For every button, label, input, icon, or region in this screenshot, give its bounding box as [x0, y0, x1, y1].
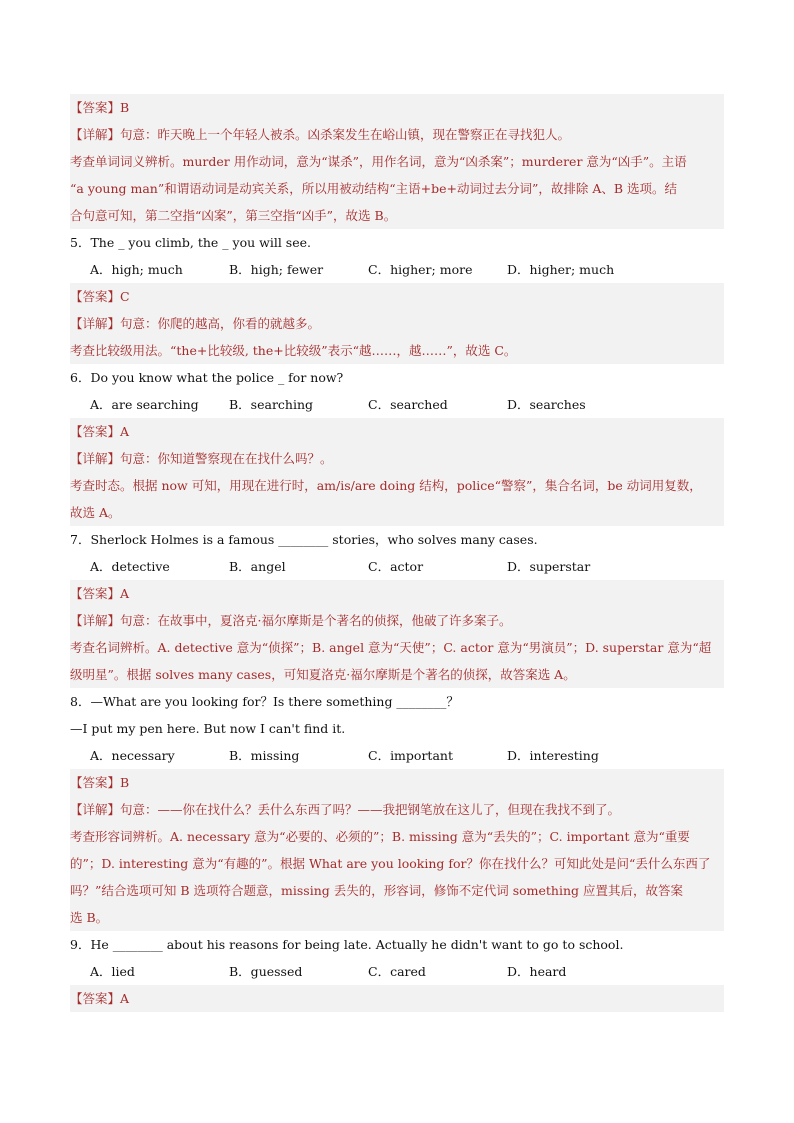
option-b: B．searching [229, 397, 314, 412]
question-8: 8．—What are you looking for？Is there something ________？ [70, 694, 459, 709]
options-5 [70, 256, 724, 283]
explanation-line: 考查比较级用法。“the+比较级, the+比较级”表示“越……，越……”，故选 C。 [70, 343, 517, 358]
explanation-line: 故选 A。 [70, 505, 121, 520]
explanation-line: 级明星”。根据 solves many cases，可知夏洛克·福尔摩斯是个著名的侦探，故答案选 A。 [70, 667, 576, 682]
option-b: B．missing [229, 748, 300, 763]
answer-line: 【答案】B [70, 100, 130, 115]
option-d: D．searches [507, 397, 586, 412]
answer-block [70, 985, 724, 1012]
answer-line: 【答案】A [70, 424, 130, 439]
explanation-line: 合句意可知，第二空指“凶案”，第三空指“凶手”，故选 B。 [70, 208, 397, 223]
explanation-line: 的”；D. interesting 意为“有趣的”。根据 What are you looking for？你在找什么？可知此处是问“丢什么东西了 [70, 856, 711, 871]
explanation-line: 吗？”结合选项可知 B 选项符合题意，missing 丢失的，形容词，修饰不定代词 something 应置其后，故答案 [70, 883, 683, 898]
question-8-reply: —I put my pen here. But now I can't find it. [70, 721, 346, 736]
explanation-line: 【详解】句意：在故事中，夏洛克·福尔摩斯是个著名的侦探，他破了许多案子。 [70, 613, 512, 628]
option-b: B．angel [229, 559, 286, 574]
explanation-line: 选 B。 [70, 910, 109, 925]
option-a: A．necessary [90, 748, 175, 763]
options-9 [70, 958, 724, 985]
option-b: B．guessed [229, 964, 303, 979]
explanation-line: 【详解】句意：昨天晚上一个年轻人被杀。凶杀案发生在峪山镇，现在警察正在寻找犯人。 [70, 127, 571, 142]
explanation-line: 考查名词辨析。A. detective 意为“侦探”；B. angel 意为“天使”；C. actor 意为“男演员”；D. superstar 意为“超 [70, 640, 712, 655]
options-8 [70, 742, 724, 769]
question-9: 9．He ________ about his reasons for being late. Actually he didn't want to go to school. [70, 937, 624, 952]
option-a: A．detective [90, 559, 170, 574]
explanation-line: 考查形容词辨析。A. necessary 意为“必要的、必须的”；B. missing 意为“丢失的”；C. important 意为“重要 [70, 829, 690, 844]
answer-block [70, 418, 724, 526]
explanation-line: 【详解】句意：你知道警察现在在找什么吗？。 [70, 451, 333, 466]
option-a: A．high; much [90, 262, 183, 277]
option-d: D．higher; much [507, 262, 615, 277]
option-c: C．searched [368, 397, 448, 412]
option-c: C．higher; more [368, 262, 473, 277]
explanation-line: 【详解】句意：你爬的越高，你看的就越多。 [70, 316, 321, 331]
options-7 [70, 553, 724, 580]
answer-block [70, 769, 724, 931]
option-d: D．interesting [507, 748, 599, 763]
document-page [70, 94, 724, 1012]
explanation-line: “a young man”和谓语动词是动宾关系，所以用被动结构“主语+be+动词过去分词”，故排除 A、B 选项。结 [70, 181, 678, 196]
option-c: C．important [368, 748, 453, 763]
answer-block [70, 580, 724, 688]
explanation-line: 考查时态。根据 now 可知，用现在进行时，am/is/are doing 结构，police“警察”，集合名词，be 动词用复数， [70, 478, 702, 493]
option-a: A．are searching [90, 397, 199, 412]
option-a: A．lied [90, 964, 135, 979]
question-5: 5．The _ you climb, the _ you will see. [70, 235, 311, 250]
question-6: 6．Do you know what the police _ for now? [70, 370, 344, 385]
options-6 [70, 391, 724, 418]
answer-line: 【答案】A [70, 991, 130, 1006]
answer-block [70, 283, 724, 364]
answer-line: 【答案】B [70, 775, 130, 790]
explanation-line: 【详解】句意：——你在找什么？丢什么东西了吗？——我把钢笔放在这儿了，但现在我找不到了。 [70, 802, 621, 817]
answer-line: 【答案】C [70, 289, 130, 304]
question-7: 7．Sherlock Holmes is a famous ________ stories，who solves many cases. [70, 532, 538, 547]
option-c: C．actor [368, 559, 424, 574]
option-c: C．cared [368, 964, 426, 979]
option-d: D．heard [507, 964, 567, 979]
option-b: B．high; fewer [229, 262, 324, 277]
answer-block [70, 94, 724, 229]
explanation-line: 考查单词词义辨析。murder 用作动词，意为“谋杀”，用作名词，意为“凶杀案”；murderer 意为“凶手”。主语 [70, 154, 687, 169]
answer-line: 【答案】A [70, 586, 130, 601]
option-d: D．superstar [507, 559, 591, 574]
